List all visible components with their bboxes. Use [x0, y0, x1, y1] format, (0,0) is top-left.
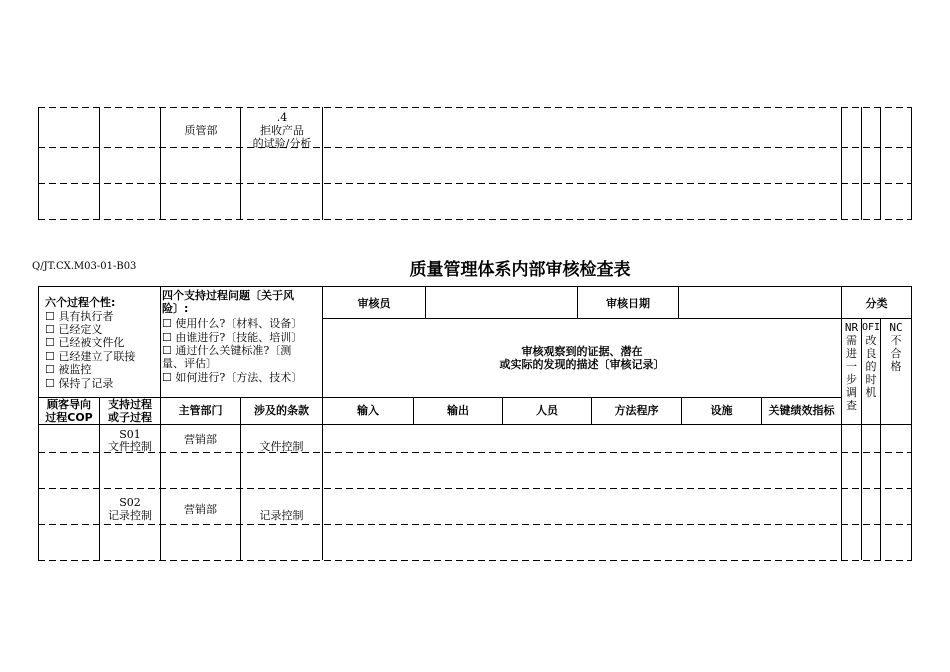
row-code: S02 — [119, 496, 141, 509]
six-item: ☐ 被监控 — [45, 363, 92, 376]
row-name: 文件控制 — [108, 440, 152, 453]
doc-code: Q/JT.CX.M03-01-B03 — [32, 261, 137, 272]
audit-date-label: 审核日期 — [606, 297, 650, 310]
evidence-label-line1: 审核观察到的证据、潜在 — [521, 345, 643, 358]
col-support-line1: 支持过程 — [108, 398, 152, 411]
col-dept: 主管部门 — [178, 404, 223, 417]
ofi-desc: 良 — [865, 347, 877, 360]
col-method: 方法程序 — [614, 404, 659, 417]
four-item: 量、评估〕 — [162, 357, 217, 370]
nr-desc: 调 — [846, 386, 857, 399]
row-name: 记录控制 — [108, 509, 152, 522]
row-dept: 营销部 — [184, 433, 217, 446]
ofi-desc: 机 — [865, 386, 877, 399]
four-process-title: 四个支持过程问题〔关于风 — [162, 289, 294, 302]
col-facility: 设施 — [710, 404, 733, 417]
ofi-desc: 的 — [865, 360, 877, 373]
six-item: ☐ 已经建立了联接 — [45, 350, 136, 363]
four-process-title-cont: 险〕: — [162, 302, 189, 315]
ofi-desc: 改 — [865, 334, 877, 347]
nr-desc: 需 — [846, 334, 857, 347]
row-clause: 文件控制 — [259, 440, 304, 453]
row-code: S01 — [119, 428, 141, 441]
col-cop-line1: 顾客导向 — [47, 398, 91, 411]
nc-label: NC — [889, 321, 903, 334]
page-title: 质量管理体系内部审核检查表 — [409, 260, 631, 280]
ofi-label: OFI — [862, 322, 881, 333]
four-item: ☐ 通过什么关键标准?〔测 — [162, 344, 292, 357]
nc-desc: 不 — [890, 334, 902, 347]
six-item: ☐ 具有执行者 — [45, 310, 114, 323]
auditor-label: 审核员 — [357, 297, 391, 310]
classify-label: 分类 — [865, 297, 888, 310]
nr-desc: 查 — [846, 399, 857, 412]
four-item: ☐ 如何进行?〔方法、技术〕 — [162, 371, 303, 384]
col-cop-line2: 过程COP — [45, 411, 93, 424]
col-output: 输出 — [447, 404, 469, 417]
nc-desc: 格 — [890, 360, 902, 373]
col-people: 人员 — [536, 404, 558, 417]
six-item: ☐ 已经定义 — [45, 323, 103, 336]
nr-label: NR — [844, 321, 859, 334]
top-row-dept: 质管部 — [184, 124, 218, 137]
col-input: 输入 — [357, 404, 379, 417]
nr-desc: 一 — [846, 360, 857, 373]
four-item: ☐ 由谁进行?〔技能、培训〕 — [162, 331, 303, 344]
nr-desc: 进 — [846, 347, 857, 360]
four-item: ☐ 使用什么?〔材料、设备〕 — [162, 317, 303, 330]
row-clause: 记录控制 — [259, 509, 304, 522]
col-kpi: 关键绩效指标 — [768, 404, 835, 417]
six-item: ☐ 已经被文件化 — [45, 336, 125, 349]
nc-desc: 合 — [890, 347, 902, 360]
top-row-clause-num: .4 — [276, 111, 288, 124]
evidence-label-line2: 或实际的发现的描述〔审核记录〕 — [499, 358, 665, 371]
six-process-title: 六个过程个性: — [45, 296, 116, 309]
ofi-desc: 时 — [865, 373, 877, 386]
row-dept: 营销部 — [184, 503, 217, 516]
nr-desc: 步 — [846, 373, 857, 386]
col-support-line2: 或子过程 — [108, 411, 152, 424]
top-row-clause-line1: 拒收产品 — [260, 124, 304, 137]
col-clause: 涉及的条款 — [254, 404, 309, 417]
six-item: ☐ 保持了记录 — [45, 377, 114, 390]
top-row-clause-line2: 的试验/分析 — [252, 137, 312, 150]
